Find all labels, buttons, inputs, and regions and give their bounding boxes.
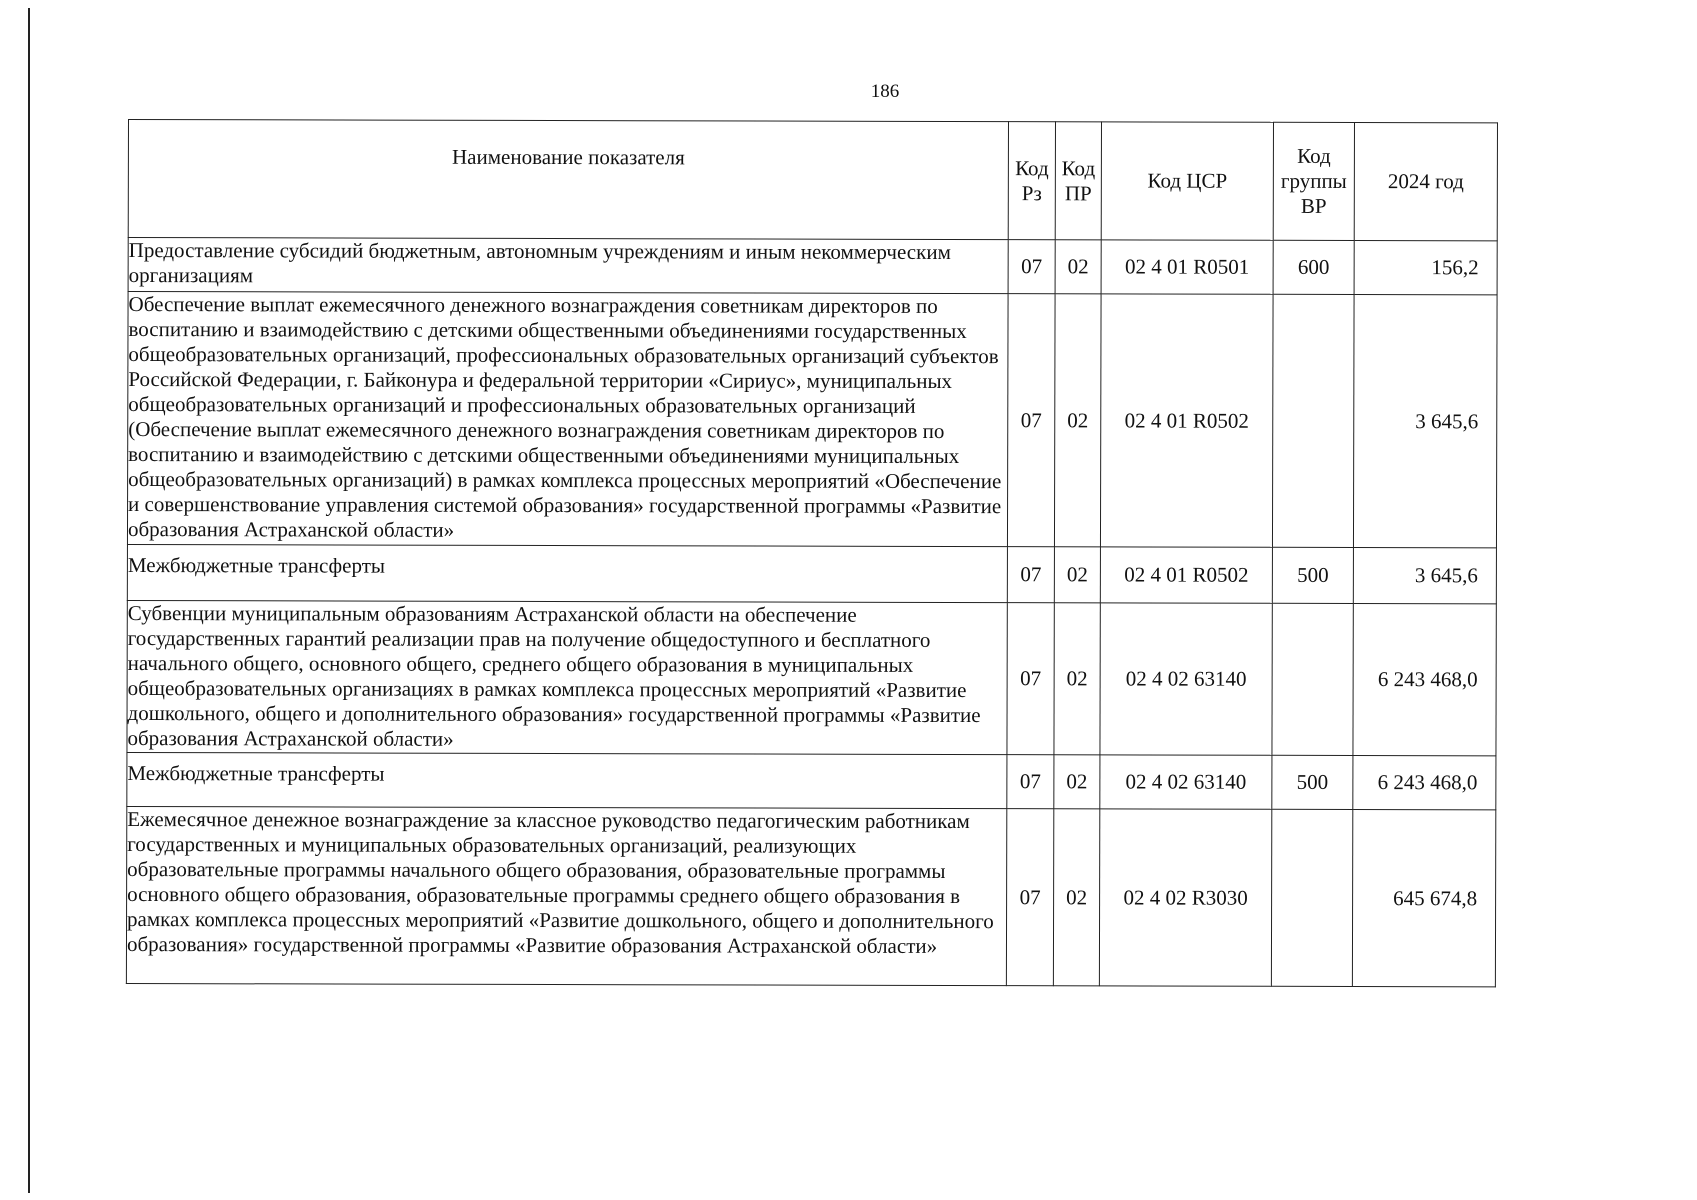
row-csr: 02 4 02 R3030 xyxy=(1099,809,1271,986)
page-number: 186 xyxy=(870,81,900,102)
row-pr: 02 xyxy=(1055,240,1101,294)
header-vr: Код группы ВР xyxy=(1273,122,1354,240)
header-csr: Код ЦСР xyxy=(1101,122,1273,240)
row-pr: 02 xyxy=(1054,294,1101,547)
row-rz: 07 xyxy=(1006,809,1053,986)
row-amount: 645 674,8 xyxy=(1352,809,1495,986)
row-amount: 3 645,6 xyxy=(1353,547,1496,603)
header-year: 2024 год xyxy=(1354,122,1497,240)
scan-edge-line xyxy=(28,8,30,1193)
table-row xyxy=(127,544,1496,603)
row-rz: 07 xyxy=(1008,240,1055,294)
row-vr xyxy=(1271,809,1352,986)
row-vr xyxy=(1272,603,1353,755)
row-csr: 02 4 01 R0502 xyxy=(1100,547,1272,603)
row-pr: 02 xyxy=(1053,809,1099,986)
row-pr: 02 xyxy=(1054,547,1100,603)
row-csr: 02 4 02 63140 xyxy=(1100,603,1272,755)
row-vr: 600 xyxy=(1273,240,1354,294)
budget-table xyxy=(126,119,1498,987)
header-rz: Код Рз xyxy=(1008,122,1055,240)
row-vr: 500 xyxy=(1272,547,1353,603)
table-row xyxy=(126,806,1495,986)
row-rz: 07 xyxy=(1007,755,1054,809)
row-csr: 02 4 01 R0502 xyxy=(1100,294,1273,547)
row-name: Субвенции муниципальным образованиям Астраханской области на обеспечение государственных гарантий реализации прав на получение общедоступного и бесплатного начального общего, основного общего, среднего общего образования в муниципальных общеобразовательных организациях в рамках комплекса процессных мероприятий «Развитие дошкольного, общего и дополнительного образования» государственной программы «Развитие образования Астраханской области» xyxy=(127,600,1007,754)
header-pr: Код ПР xyxy=(1055,122,1101,240)
row-vr: 500 xyxy=(1272,755,1353,809)
row-csr: 02 4 02 63140 xyxy=(1100,755,1272,809)
table-row xyxy=(127,752,1496,809)
table-header-row xyxy=(128,120,1497,241)
row-name: Предоставление субсидий бюджетным, автономным учреждениям и иным некоммерческим организациям xyxy=(128,238,1008,294)
row-pr: 02 xyxy=(1054,755,1100,809)
row-amount: 3 645,6 xyxy=(1353,294,1497,547)
row-amount: 156,2 xyxy=(1354,240,1497,294)
row-name: Межбюджетные трансферты xyxy=(127,544,1007,602)
table-row xyxy=(127,600,1496,755)
row-name: Ежемесячное денежное вознаграждение за классное руководство педагогическим работникам государственных и муниципальных образовательных организаций, реализующих образовательные программы начального общего образования, образовательные программы основного общего образования, образовательные программы среднего общего образования в рамках комплекса процессных мероприятий «Развитие дошкольного, общего и дополнительного образования» государственной программы «Развитие образования Астраханской области» xyxy=(126,806,1006,985)
table-row xyxy=(127,292,1497,548)
row-rz: 07 xyxy=(1007,603,1054,755)
header-name: Наименование показателя xyxy=(128,120,1008,240)
row-pr: 02 xyxy=(1054,603,1100,755)
row-amount: 6 243 468,0 xyxy=(1353,755,1496,809)
row-amount: 6 243 468,0 xyxy=(1353,603,1496,755)
row-csr: 02 4 01 R0501 xyxy=(1101,240,1273,294)
row-name: Обеспечение выплат ежемесячного денежного вознаграждения советникам директоров по воспитанию и взаимодействию с детскими общественными объединениями государственных общеобразовательных организаций, профессиональных образовательных организаций субъектов Российской Федерации, г. Байконура и федеральной территории «Сириус», муниципальных общеобразовательных организаций и профессиональных образовательных организаций (Обеспечение выплат ежемесячного денежного вознаграждения советникам директоров по воспитанию и взаимодействию с детскими общественными объединениями муниципальных общеобразовательных организаций) в рамках комплекса процессных мероприятий «Обеспечение и совершенствование управления системой образования» государственной программы «Развитие образования Астраханской области» xyxy=(127,292,1008,547)
row-name: Межбюджетные трансферты xyxy=(127,752,1007,808)
row-rz: 07 xyxy=(1007,294,1055,547)
table-row xyxy=(128,238,1497,295)
row-rz: 07 xyxy=(1007,547,1054,603)
row-vr xyxy=(1272,294,1354,547)
